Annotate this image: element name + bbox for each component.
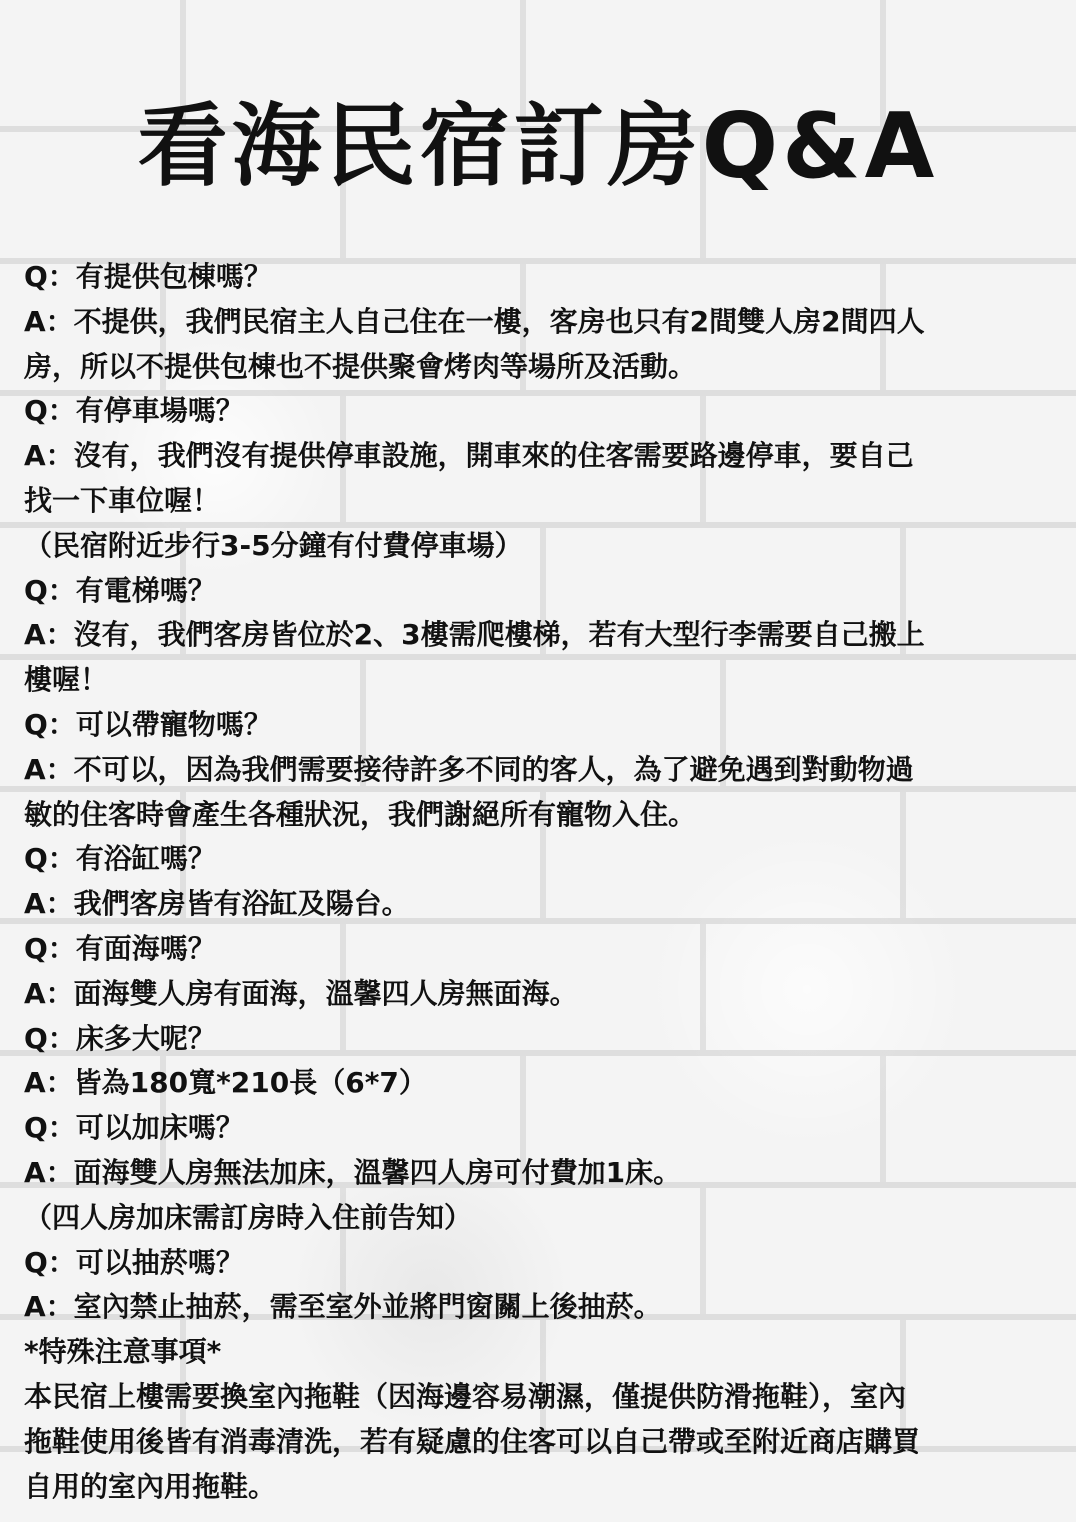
qa-question: Q：有浴缸嗎？ xyxy=(24,842,216,876)
qa-answer: A：不提供，我們民宿主人自己住在一樓，客房也只有2間雙人房2間四人 xyxy=(24,304,925,338)
special-notice-heading: *特殊注意事項* xyxy=(24,1335,222,1369)
qa-question: Q：可以抽菸嗎？ xyxy=(24,1245,244,1279)
special-notice-text: 拖鞋使用後皆有消毒清洗，若有疑慮的住客可以自己帶或至附近商店購買 xyxy=(24,1424,921,1458)
qa-answer: A：皆為180寬*210長（6*7） xyxy=(24,1066,427,1100)
qa-answer: A：沒有，我們客房皆位於2、3樓需爬樓梯，若有大型行李需要自己搬上 xyxy=(24,618,925,652)
page-title: 看海民宿訂房Q&A xyxy=(137,94,939,199)
qa-question: Q：有電梯嗎？ xyxy=(24,573,216,607)
qa-answer: 找一下車位喔！ xyxy=(24,483,221,517)
qa-answer: 房，所以不提供包棟也不提供聚會烤肉等場所及活動。 xyxy=(24,349,697,383)
qa-answer: A：室內禁止抽菸，需至室外並將門窗關上後抽菸。 xyxy=(24,1290,662,1324)
special-notice-text: 自用的室內用拖鞋。 xyxy=(24,1469,277,1503)
qa-question: Q：可以加床嗎？ xyxy=(24,1111,244,1145)
special-notice-text: 本民宿上樓需要換室內拖鞋（因海邊容易潮濕，僅提供防滑拖鞋），室內 xyxy=(24,1379,907,1413)
qa-answer: A：我們客房皆有浴缸及陽台。 xyxy=(24,887,410,921)
qa-answer: A：面海雙人房有面海，溫馨四人房無面海。 xyxy=(24,976,578,1010)
qa-answer: 樓喔！ xyxy=(24,663,109,697)
qa-note: （民宿附近步行3-5分鐘有付費停車場） xyxy=(24,528,523,562)
qa-answer: A：沒有，我們沒有提供停車設施，開車來的住客需要路邊停車，要自己 xyxy=(24,439,914,473)
qa-question: Q：有面海嗎？ xyxy=(24,931,216,965)
qa-answer: A：不可以，因為我們需要接待許多不同的客人，為了避免遇到對動物過 xyxy=(24,752,914,786)
qa-list xyxy=(24,255,1064,1509)
qa-answer: 敏的住客時會產生各種狀況，我們謝絕所有寵物入住。 xyxy=(24,797,697,831)
qa-question: Q：有提供包棟嗎？ xyxy=(24,260,272,293)
qa-question: Q：可以帶寵物嗎？ xyxy=(24,707,272,741)
qa-note: （四人房加床需訂房時入住前告知） xyxy=(24,1200,473,1234)
qa-answer: A：面海雙人房無法加床，溫馨四人房可付費加1床。 xyxy=(24,1155,682,1189)
qa-question: Q：床多大呢？ xyxy=(24,1021,216,1055)
qa-question: Q：有停車場嗎？ xyxy=(24,394,244,428)
